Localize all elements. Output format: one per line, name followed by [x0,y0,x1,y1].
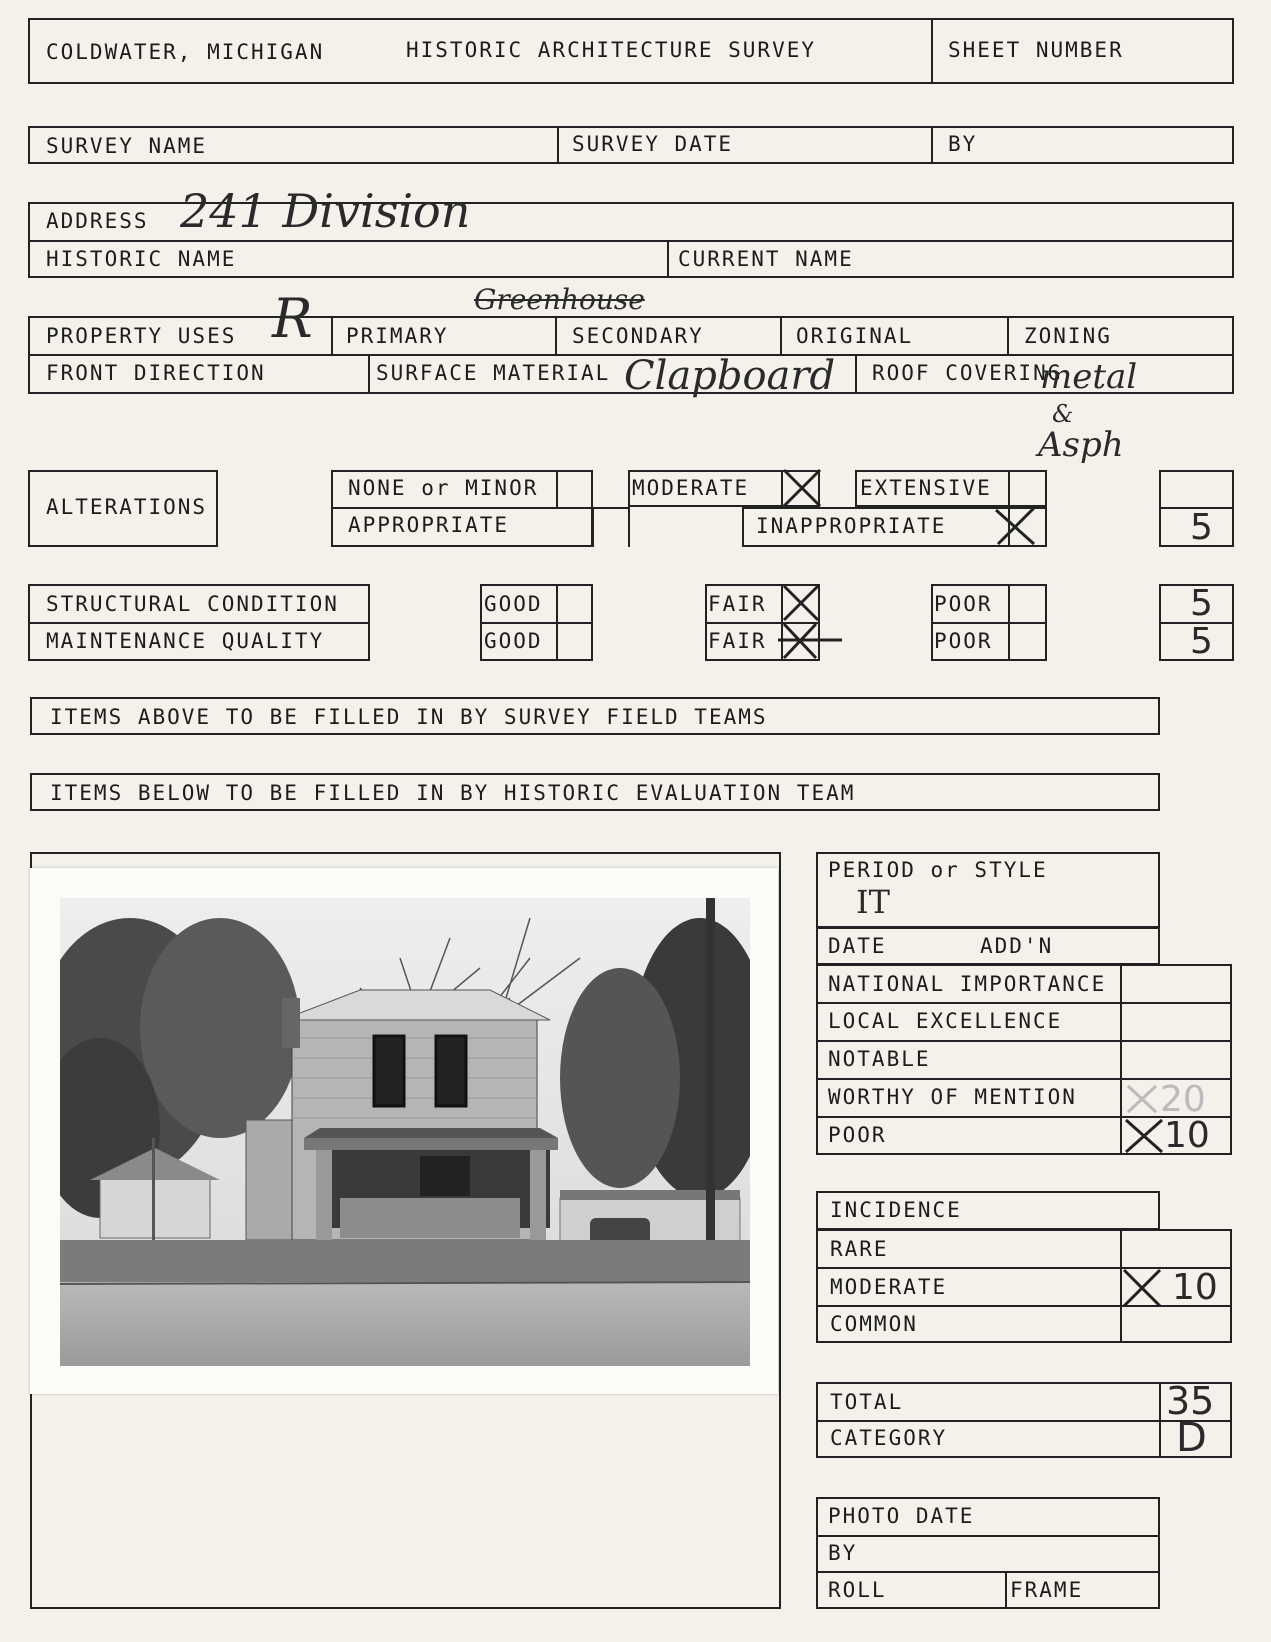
divider [816,1535,1160,1537]
divider [556,470,558,507]
local-excellence-label: LOCAL EXCELLENCE [828,1009,1063,1033]
roof-covering-value-3: Asph [1038,425,1124,465]
current-name-label: CURRENT NAME [678,247,854,271]
structural-condition-label: STRUCTURAL CONDITION [46,592,339,616]
secondary-label: SECONDARY [572,324,704,348]
moderate-check-mark [780,466,824,510]
maintenance-fair-label: FAIR [708,629,767,653]
structural-good-label: GOOD [484,592,543,616]
worthy-value: 20 [1160,1079,1206,1120]
crossed-out-word: Greenhouse [474,283,645,316]
frame-label: FRAME [1010,1578,1084,1602]
maintenance-quality-label: MAINTENANCE QUALITY [46,629,325,653]
above-note: ITEMS ABOVE TO BE FILLED IN BY SURVEY FIELD TEAMS [50,705,768,729]
inappropriate-check-mark [992,504,1040,548]
none-minor-label: NONE or MINOR [348,476,539,500]
surface-material-value: Clapboard [624,353,836,399]
divider [816,1040,1232,1042]
divider [667,240,669,278]
property-uses-value: R [272,287,313,350]
alterations-score: 5 [1190,507,1213,548]
divider [592,507,594,547]
divider [1005,1571,1007,1609]
form-title: HISTORIC ARCHITECTURE SURVEY [406,38,817,62]
address-value: 241 Division [180,184,471,238]
maintenance-good-label: GOOD [484,629,543,653]
total-label: TOTAL [830,1390,904,1414]
divider [28,240,1234,242]
worthy-of-mention-label: WORTHY OF MENTION [828,1085,1077,1109]
house-photo-print [30,868,778,1394]
addn-label: ADD'N [980,934,1054,958]
structural-fair-check-mark [780,582,822,624]
roll-label: ROLL [828,1578,887,1602]
primary-label: PRIMARY [346,324,449,348]
divider [28,622,370,624]
divider [780,316,782,354]
structural-fair-label: FAIR [708,592,767,616]
divider [816,1571,1160,1573]
alterations-label: ALTERATIONS [46,495,208,519]
structural-poor-label: POOR [934,592,993,616]
sheet-number-label: SHEET NUMBER [948,38,1124,62]
house-photo [60,898,750,1366]
period-value: IT [856,883,890,921]
moderate-incidence-check-mark [1118,1266,1166,1310]
extensive-label: EXTENSIVE [860,476,992,500]
survey-by-label: BY [948,132,978,156]
inappropriate-label: INAPPROPRIATE [756,514,947,538]
maintenance-poor-label: POOR [934,629,993,653]
address-label: ADDRESS [46,209,149,233]
divider [480,622,593,624]
photo-by-label: BY [828,1541,858,1565]
original-label: ORIGINAL [796,324,914,348]
divider [931,18,933,84]
front-direction-label: FRONT DIRECTION [46,361,266,385]
divider [555,316,557,354]
roof-covering-label: ROOF COVERING [872,361,1063,385]
worthy-check-mark [1122,1082,1162,1116]
period-label: PERIOD or STYLE [828,858,1048,882]
divider [931,126,933,164]
category-value: D [1176,1415,1207,1461]
photo-date-label: PHOTO DATE [828,1504,975,1528]
notable-label: NOTABLE [828,1047,931,1071]
roof-covering-value-2: & [1052,400,1074,428]
moderate-incidence-label: MODERATE [830,1275,948,1299]
total-value: 35 [1166,1379,1215,1423]
moderate-incidence-value: 10 [1172,1267,1218,1308]
divider [331,507,628,509]
divider [1007,316,1009,354]
roof-covering-value-1: metal [1040,357,1138,397]
historic-name-label: HISTORIC NAME [46,247,237,271]
property-uses-label: PROPERTY USES [46,324,237,348]
survey-name-label: SURVEY NAME [46,134,208,158]
divider [331,316,333,354]
poor-label: POOR [828,1123,887,1147]
incidence-label: INCIDENCE [830,1198,962,1222]
appropriate-label: APPROPRIATE [348,513,510,537]
divider [816,1305,1232,1307]
moderate-label: MODERATE [632,476,750,500]
date-label: DATE [828,934,887,958]
divider [556,584,558,661]
poor-value: 10 [1164,1115,1210,1156]
divider [368,354,370,394]
maintenance-fair-check-mark [776,620,844,662]
divider [816,1002,1232,1004]
structural-score: 5 [1190,583,1213,624]
below-note: ITEMS BELOW TO BE FILLED IN BY HISTORIC EVALUATION TEAM [50,781,856,805]
surface-material-label: SURFACE MATERIAL [376,361,611,385]
survey-date-label: SURVEY DATE [572,132,734,156]
zoning-label: ZONING [1024,324,1112,348]
maintenance-score: 5 [1190,621,1213,662]
rare-label: RARE [830,1237,889,1261]
divider [816,1267,1232,1269]
divider [931,622,1047,624]
national-importance-label: NATIONAL IMPORTANCE [828,972,1107,996]
common-label: COMMON [830,1312,918,1336]
divider [855,354,857,394]
divider [1008,584,1010,661]
poor-check-mark [1120,1116,1168,1156]
category-label: CATEGORY [830,1426,948,1450]
city-label: COLDWATER, MICHIGAN [46,40,325,64]
divider [557,126,559,164]
